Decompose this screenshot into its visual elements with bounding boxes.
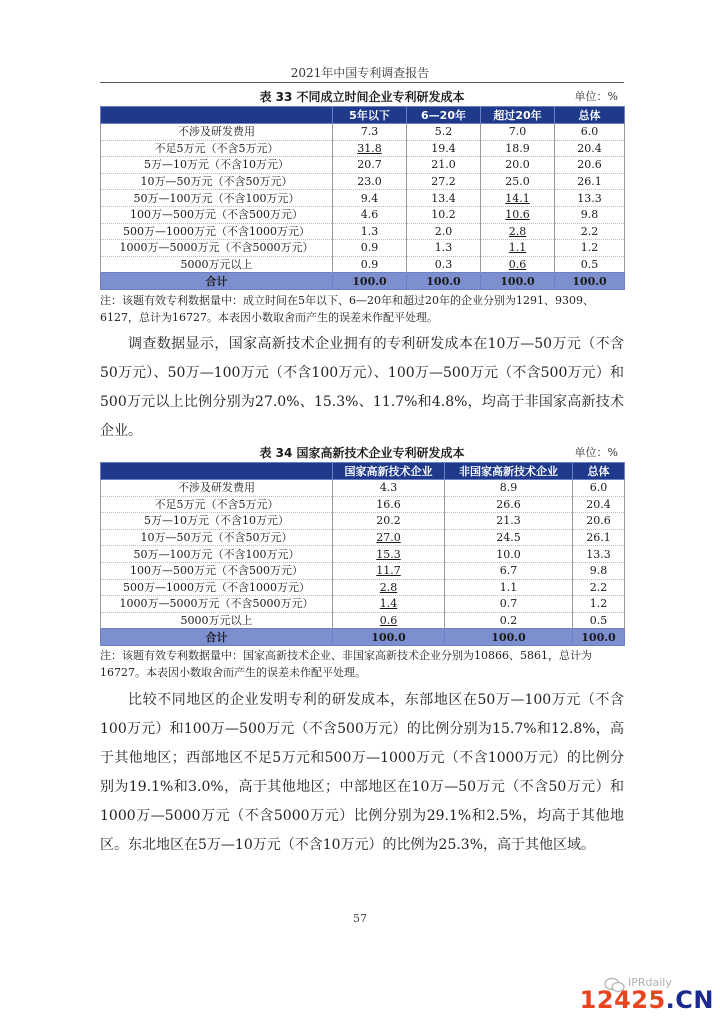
table34-cell: 16.6 [333, 496, 445, 513]
table33-cell: 100.0 [481, 273, 555, 290]
table34-cell: 1.4 [333, 596, 445, 613]
table33-cell: 6.0 [555, 124, 625, 141]
table33-cell: 5.2 [407, 124, 481, 141]
table33-cell: 0.6 [481, 256, 555, 273]
table34-cell: 27.0 [333, 529, 445, 546]
table33-cell: 13.3 [555, 190, 625, 207]
table34-cell: 2.2 [573, 579, 625, 596]
table33-row-label: 不涉及研发费用 [101, 124, 333, 141]
table33-cell: 10.2 [407, 206, 481, 223]
table34-row-label: 100万—500万元（不含500万元） [101, 562, 333, 579]
table33-cell: 13.4 [407, 190, 481, 207]
table34-cell: 100.0 [333, 629, 445, 646]
table33-cell: 7.3 [333, 124, 407, 141]
table34-note: 注：该题有效专利数据量中：国家高新技术企业、非国家高新技术企业分别为10866、5861，总计为16727。本表因小数取舍而产生的误差未作配平处理。 [100, 649, 592, 679]
table34-cell: 20.6 [573, 513, 625, 530]
table34-cell: 26.1 [573, 529, 625, 546]
table33-cell: 100.0 [333, 273, 407, 290]
table34-row-label: 5000万元以上 [101, 612, 333, 629]
table34-row-label: 50万—100万元（不含100万元） [101, 546, 333, 563]
table34-unit: 单位：% [574, 446, 618, 459]
table33-row-label: 50万—100万元（不含100万元） [101, 190, 333, 207]
table33-cell: 100.0 [407, 273, 481, 290]
table34-row-label: 5万—10万元（不含10万元） [101, 513, 333, 530]
table34-header-overall: 总体 [573, 463, 625, 480]
table34-cell: 26.6 [445, 496, 573, 513]
table33-cell: 20.7 [333, 157, 407, 174]
table33-note: 注：该题有效专利数据量中：成立时间在5年以下、6—20年和超过20年的企业分别为1291、9309、6127，总计为16727。本表因小数取舍而产生的误差未作配平处理。 [100, 294, 594, 324]
table33-header-overall: 总体 [555, 107, 625, 124]
table34-row [101, 579, 625, 596]
table34-cell: 0.2 [445, 612, 573, 629]
table34-header-blank [101, 463, 333, 480]
table34-header-row [101, 463, 625, 480]
table33-row-label: 5万—10万元（不含10万元） [101, 157, 333, 174]
table34-row [101, 612, 625, 629]
table34-cell: 4.3 [333, 480, 445, 497]
table33-cell: 0.9 [333, 240, 407, 257]
table33-unit: 单位：% [574, 90, 618, 103]
table33-cell: 27.2 [407, 173, 481, 190]
table33-row [101, 223, 625, 240]
table34-total-row [101, 629, 625, 646]
table34-cell: 100.0 [445, 629, 573, 646]
table33-row-label: 100万—500万元（不含500万元） [101, 206, 333, 223]
header-rule [100, 82, 624, 83]
table33-caption [100, 88, 624, 106]
table33-row [101, 140, 625, 157]
table33-cell: 0.5 [555, 256, 625, 273]
table34-header-hightech: 国家高新技术企业 [333, 463, 445, 480]
site-logo-digits: 12425 [579, 986, 666, 1014]
table34-row [101, 513, 625, 530]
table33-cell: 100.0 [555, 273, 625, 290]
table34-cell: 2.8 [333, 579, 445, 596]
watermark-text: IPRdaily [628, 976, 672, 989]
table34-row-label: 1000万—5000万元（不含5000万元） [101, 596, 333, 613]
table33-cell: 7.0 [481, 124, 555, 141]
table33-row-label: 5000万元以上 [101, 256, 333, 273]
table33-cell: 1.3 [333, 223, 407, 240]
table34-cell: 6.0 [573, 480, 625, 497]
table33-row [101, 256, 625, 273]
table33-row-label: 10万—50万元（不含50万元） [101, 173, 333, 190]
table33 [100, 106, 625, 290]
table34-row-label: 500万—1000万元（不含1000万元） [101, 579, 333, 596]
table33-cell: 14.1 [481, 190, 555, 207]
table33-cell: 4.6 [333, 206, 407, 223]
table33-row-label: 不足5万元（不含5万元） [101, 140, 333, 157]
table34-cell: 6.7 [445, 562, 573, 579]
table34-cell: 21.3 [445, 513, 573, 530]
table33-cell: 0.3 [407, 256, 481, 273]
table33-cell: 9.4 [333, 190, 407, 207]
table33-cell: 20.4 [555, 140, 625, 157]
running-header: 2021年中国专利调查报告 [290, 66, 430, 80]
table33-cell: 1.1 [481, 240, 555, 257]
paragraph-hightech-summary: 调查数据显示，国家高新技术企业拥有的专利研发成本在10万—50万元（不含50万元）、50万—100万元（不含100万元）、100万—500万元（不含500万元）和500万元以上比例分别为27.0%、15.3%、11.7%和4.8%，均高于非国家高新技术企业。 [100, 336, 624, 439]
table34-cell: 24.5 [445, 529, 573, 546]
table33-cell: 23.0 [333, 173, 407, 190]
table33-row [101, 157, 625, 174]
table33-cell: 1.2 [555, 240, 625, 257]
table33-cell: 0.9 [333, 256, 407, 273]
table33-cell: 20.0 [481, 157, 555, 174]
table34-cell: 9.8 [573, 562, 625, 579]
table33-header-under5: 5年以下 [333, 107, 407, 124]
paragraph-regional-comparison: 比较不同地区的企业发明专利的研发成本，东部地区在50万—100万元（不含100万元）和100万—500万元（不含500万元）的比例分别为15.7%和12.8%，高于其他地区；西部地区不足5万元和500万—1000万元（不含1000万元）的比例分别为19.1%和3.0%，高于其他地区；中部地区在10万—50万元（不含50万元）和1000万—5000万元（不含5000万元）比例分别为29.1%和2.5%，均高于其他地区。东北地区在5万—10万元（不含10万元）的比例为25.3%，高于其他区域。 [100, 692, 624, 853]
table33-row [101, 206, 625, 223]
table33-row [101, 240, 625, 257]
table33-title: 表 33 不同成立时间企业专利研发成本 [259, 90, 465, 104]
table33-row-label: 500万—1000万元（不含1000万元） [101, 223, 333, 240]
table34-cell: 1.2 [573, 596, 625, 613]
table34-row [101, 546, 625, 563]
table33-header-over20: 超过20年 [481, 107, 555, 124]
site-logo-suffix: .CN [665, 986, 714, 1014]
page-number: 57 [353, 912, 367, 925]
table33-cell: 26.1 [555, 173, 625, 190]
table33-row [101, 173, 625, 190]
table34 [100, 462, 625, 646]
table34-row-label: 不涉及研发费用 [101, 480, 333, 497]
table33-cell: 20.6 [555, 157, 625, 174]
table33-cell: 10.6 [481, 206, 555, 223]
table33-total-row [101, 273, 625, 290]
table33-cell: 21.0 [407, 157, 481, 174]
table33-row-label: 1000万—5000万元（不含5000万元） [101, 240, 333, 257]
table33-cell: 19.4 [407, 140, 481, 157]
table34-title: 表 34 国家高新技术企业专利研发成本 [259, 446, 465, 460]
table34-row [101, 596, 625, 613]
table34-cell: 0.7 [445, 596, 573, 613]
table33-cell: 9.8 [555, 206, 625, 223]
table34-cell: 100.0 [573, 629, 625, 646]
table34-cell: 1.1 [445, 579, 573, 596]
table34-cell: 20.4 [573, 496, 625, 513]
table33-cell: 1.3 [407, 240, 481, 257]
table34-cell: 11.7 [333, 562, 445, 579]
table33-cell: 25.0 [481, 173, 555, 190]
table34-row [101, 562, 625, 579]
table33-row-label: 合计 [101, 273, 333, 290]
table34-row [101, 496, 625, 513]
table34-caption [100, 444, 624, 462]
table33-row [101, 190, 625, 207]
table33-cell: 31.8 [333, 140, 407, 157]
table33-cell: 18.9 [481, 140, 555, 157]
table33-row [101, 124, 625, 141]
table33-cell: 2.2 [555, 223, 625, 240]
site-logo [580, 986, 714, 1014]
table33-header-blank [101, 107, 333, 124]
table34-cell: 0.6 [333, 612, 445, 629]
table33-cell: 2.8 [481, 223, 555, 240]
table34-cell: 0.5 [573, 612, 625, 629]
table34-row [101, 480, 625, 497]
table34-cell: 10.0 [445, 546, 573, 563]
table34-row-label: 合计 [101, 629, 333, 646]
table34-row-label: 不足5万元（不含5万元） [101, 496, 333, 513]
table34-cell: 8.9 [445, 480, 573, 497]
table34-row [101, 529, 625, 546]
table34-header-non-hightech: 非国家高新技术企业 [445, 463, 573, 480]
table33-cell: 2.0 [407, 223, 481, 240]
table34-row-label: 10万—50万元（不含50万元） [101, 529, 333, 546]
table34-cell: 13.3 [573, 546, 625, 563]
table34-cell: 20.2 [333, 513, 445, 530]
table33-header-row [101, 107, 625, 124]
table33-header-6to20: 6—20年 [407, 107, 481, 124]
table34-cell: 15.3 [333, 546, 445, 563]
